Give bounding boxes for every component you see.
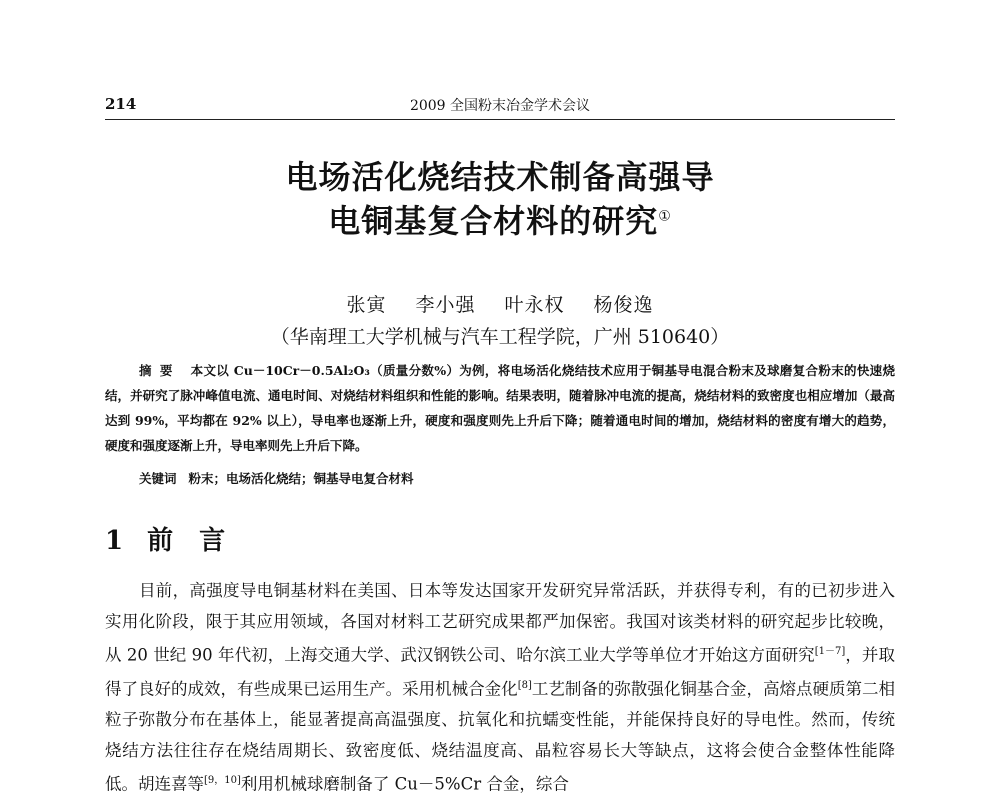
keywords (139, 469, 414, 487)
keywords-label: 关键词 (139, 471, 177, 486)
footnote-mark: ① (658, 208, 672, 225)
body-paragraph (105, 576, 895, 800)
page-number: 214 (105, 95, 137, 113)
citation-1: [1－7] (814, 646, 846, 657)
section-heading (105, 520, 251, 557)
paper-title-line-2 (0, 196, 1000, 242)
author-list: 张寅 李小强 叶永权 杨俊逸 (346, 294, 654, 316)
body-text-a: 目前，高强度导电铜基材料在美国、日本等发达国家开发研究异常活跃，并获得专利，有的已初步进入实用化阶段，限于其应用领域，各国对材料工艺研究成果都严加保密。我国对该类材料的研究起步比较晚，从 20 世纪 90 年代初，上海交通大学、武汉钢铁公司、哈尔滨工业大学等单位才开始这方面研究 (105, 581, 895, 665)
section-number: 1 (105, 526, 124, 556)
keywords-text: 粉末；电场活化烧结；铜基导电复合材料 (188, 471, 414, 486)
abstract (105, 358, 895, 458)
page-header (105, 95, 895, 120)
body-text-d: 利用机械球磨制备了 Cu－5%Cr 合金，综合 (240, 774, 569, 794)
citation-3: [9，10] (204, 775, 241, 786)
affiliation: （华南理工大学机械与汽车工程学院，广州 510640） (270, 326, 730, 348)
running-head: 2009 全国粉末冶金学术会议 (409, 98, 591, 114)
abstract-text: 本文以 Cu－10Cr－0.5Al₂O₃（质量分数%）为例，将电场活化烧结技术应用于铜基导电混合粉末及球磨复合粉末的快速烧结，并研究了脉冲峰值电流、通电时间、对烧结材料组织和性能的影响。结果表明，随着脉冲电流的提高，烧结材料的致密度也相应增加（最高达到 99%，平均都在 92% 以上），导电率也逐渐上升，硬度和强度则先上升后下降；随着通电时间的增加，烧结材料的密度有增大的趋势，硬度和强度逐渐上升，导电率则先上升后下降。 (105, 363, 895, 453)
paper-title-line-1 (0, 152, 1000, 198)
title-text-1: 电场活化烧结技术制备高强导 (285, 158, 715, 196)
citation-2: [8] (517, 680, 532, 691)
section-title: 前言 (147, 526, 252, 556)
abstract-label: 摘要 (139, 363, 181, 378)
body-text-c: 工艺制备的弥散强化铜基合金，高熔点硬质第二相粒子弥散分布在基体上，能显著提高高温强度、抗氧化和抗蠕变性能，并能保持良好的导电性。然而，传统烧结方法往往存在烧结周期长、致密度低、烧结温度高、晶粒容易长大等缺点，这将会使合金整体性能降低。胡连喜等 (105, 679, 896, 794)
body-text-b: ，并取得了良好的成效，有些成果已运用生产。采用机械合金化 (105, 645, 895, 699)
title-text-2: 电铜基复合材料的研究 (328, 202, 659, 240)
